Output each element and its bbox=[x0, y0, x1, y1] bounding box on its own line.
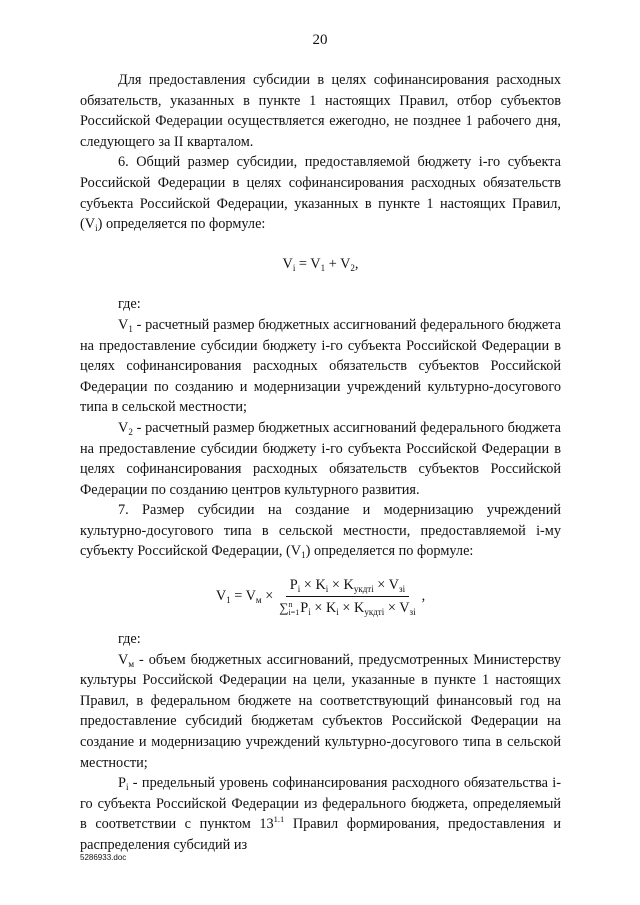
paragraph-6: 6. Общий размер субсидии, предоставляемой бюджету i-го субъекта Российской Федерации в целях софинансирования расходных обязательств субъекта Российской Федерации, указанных в пункте 1 настоящих Правил, $(V_i)$ определяется по формуле: bbox=[80, 154, 561, 234]
fraction-numerator: $P_i \times K_i \times K_{укдтi} \times V_{зi}$ bbox=[286, 576, 409, 597]
document-body bbox=[80, 70, 561, 856]
definition-v2: $V_2$ - расчетный размер бюджетных ассигнований федерального бюджета на предоставление субсидии бюджету i-го субъекта Российской Федерации в целях софинансирования расходных обязательств субъектов Российской Федерации по созданию центров культурного развития. bbox=[80, 419, 561, 498]
formula-subsidy-v1: $V_1 = V_м$ × $P_i \times K_i \times K_{укдтi} \times V_{зi}$ ∑ n i=1 $P_i \times K_i \times K_{укдтi} \times V_{зi}$ , bbox=[215, 577, 426, 618]
where-label-2: где: bbox=[118, 631, 141, 648]
definition-vm: $V_м$ - объем бюджетных ассигнований, предусмотренных Министерству культуры Российской Федерации на цели, указанные в пункте 1 настоящих Правил, в федеральном бюджете на соответствующий финансовый год на предоставление субсидий бюджетам субъектов Российской Федерации на создание и модернизацию учреждений культурно-досугового типа в сельской местности; bbox=[80, 651, 561, 771]
footer-filename: 5286933.doc bbox=[80, 853, 127, 862]
formula-fraction bbox=[275, 576, 419, 617]
paragraph-7: 7. Размер субсидии на создание и модернизацию учреждений культурно-досугового типа в сельской местности, предоставляемой i-му субъекту Российской Федерации, $(V_1)$ определяется по формуле: bbox=[80, 502, 561, 561]
definition-pi: $P_i$ - предельный уровень софинансирования расходного обязательства i-го субъекта Российской Федерации из федерального бюджета, определяемый в соответствии с пунктом $13^{1.1}$ Правил формирования, предоставления и распределения субсидий из bbox=[80, 775, 561, 853]
formula-total-subsidy: $V_i = V_1 + V_2$, bbox=[282, 255, 359, 273]
page-number: 20 bbox=[312, 32, 328, 48]
where-label: где: bbox=[118, 296, 141, 313]
definition-v1: $V_1$ - расчетный размер бюджетных ассигнований федерального бюджета на предоставление субсидии бюджету i-го субъекта Российской Федерации в целях софинансирования расходных обязательств субъектов Российской Федерации по созданию и модернизации учреждений культурно-досугового типа в сельской местности; bbox=[80, 316, 561, 416]
fraction-denominator: ∑ n i=1 $P_i \times K_i \times K_{укдтi} \times V_{зi}$ bbox=[279, 599, 416, 618]
formula-lhs: $V_1 = V_м$ × bbox=[215, 588, 274, 606]
paragraph-intro: Для предоставления субсидии в целях софинансирования расходных обязательств, указанных в пункте 1 настоящих Правил, отбор субъектов Российской Федерации осуществляется ежегодно, не позднее 1 рабочего дня, следующего за II кварталом. bbox=[80, 72, 561, 150]
